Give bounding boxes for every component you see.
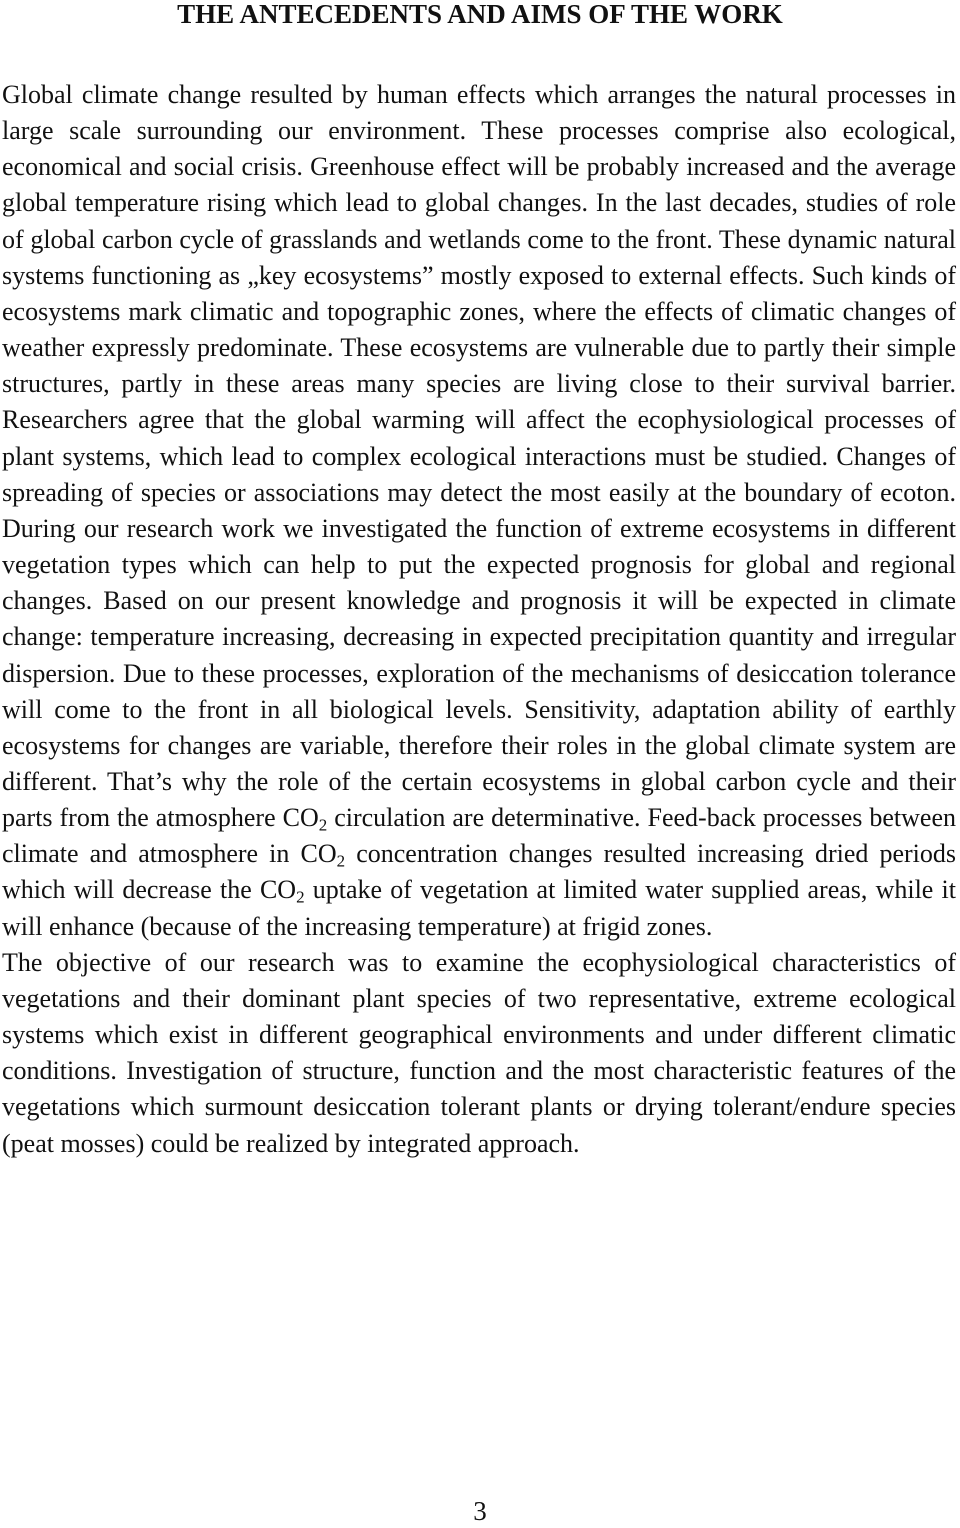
subscript-2-b: 2 <box>336 851 346 871</box>
paragraph-1-text-c: concentration changes resulted increasing dried periods which will decrease the CO <box>2 839 956 905</box>
paragraph-1-text-d: uptake of vegetation at limited water supplied areas, while it will enhance (because of the increasing temperature) at frigid zones. <box>2 875 956 941</box>
paragraph-1 <box>2 77 956 945</box>
subscript-2-c: 2 <box>296 887 305 907</box>
body-text <box>2 77 956 1162</box>
page-title: THE ANTECEDENTS AND AIMS OF THE WORK <box>177 0 783 29</box>
paragraph-2: The objective of our research was to examine the ecophysiological characteristics of vegetations and their dominant plant species of two representative, extreme ecological systems which exist in different geographical environments and under different climatic conditions. Investigation of structure, function and the most characteristic features of the vegetations which surmount desiccation tolerant plants or drying tolerant/endure species (peat mosses) could be realized by integrated approach. <box>2 947 956 1158</box>
subscript-2-a: 2 <box>318 815 328 835</box>
paragraph-1-text-b: circulation are determinative. Feed-back processes between climate and atmosphere in CO <box>2 803 956 869</box>
paragraph-1-text-a: Global climate change resulted by human effects which arranges the natural processes in large scale surrounding our environment. These processes comprise also ecological, economical and social crisis. Greenhouse effect will be probably increased and the average global temperature rising which lead to global changes. In the last decades, studies of role of global carbon cycle of grasslands and wetlands come to the front. These dynamic natural systems functioning as „key ecosystems” mostly exposed to external effects. Such kinds of ecosystems mark climatic and topographic zones, where the effects of climatic changes of weather expressly predominate. These ecosystems are vulnerable due to partly their simple structures, partly in these areas many species are living close to their survival barrier. Researchers agree that the global warming will affect the ecophysiological processes of plant systems, which lead to complex ecological interactions must be studied. Changes of spreading of species or associations may detect the most easily at the boundary of ecoton. During our research work we investigated the function of extreme ecosystems in different vegetation types which can help to put the expected prognosis for global and regional changes. Based on our present knowledge and prognosis it will be expected in climate change: temperature increasing, decreasing in expected precipitation quantity and irregular dispersion. Due to these processes, exploration of the mechanisms of desiccation tolerance will come to the front in all biological levels. Sensitivity, adaptation ability of earthly ecosystems for changes are variable, therefore their roles in the global climate system are different. That’s why the role of the certain ecosystems in global carbon cycle and their parts from the atmosphere CO <box>2 80 956 833</box>
page-number: 3 <box>473 1496 487 1526</box>
